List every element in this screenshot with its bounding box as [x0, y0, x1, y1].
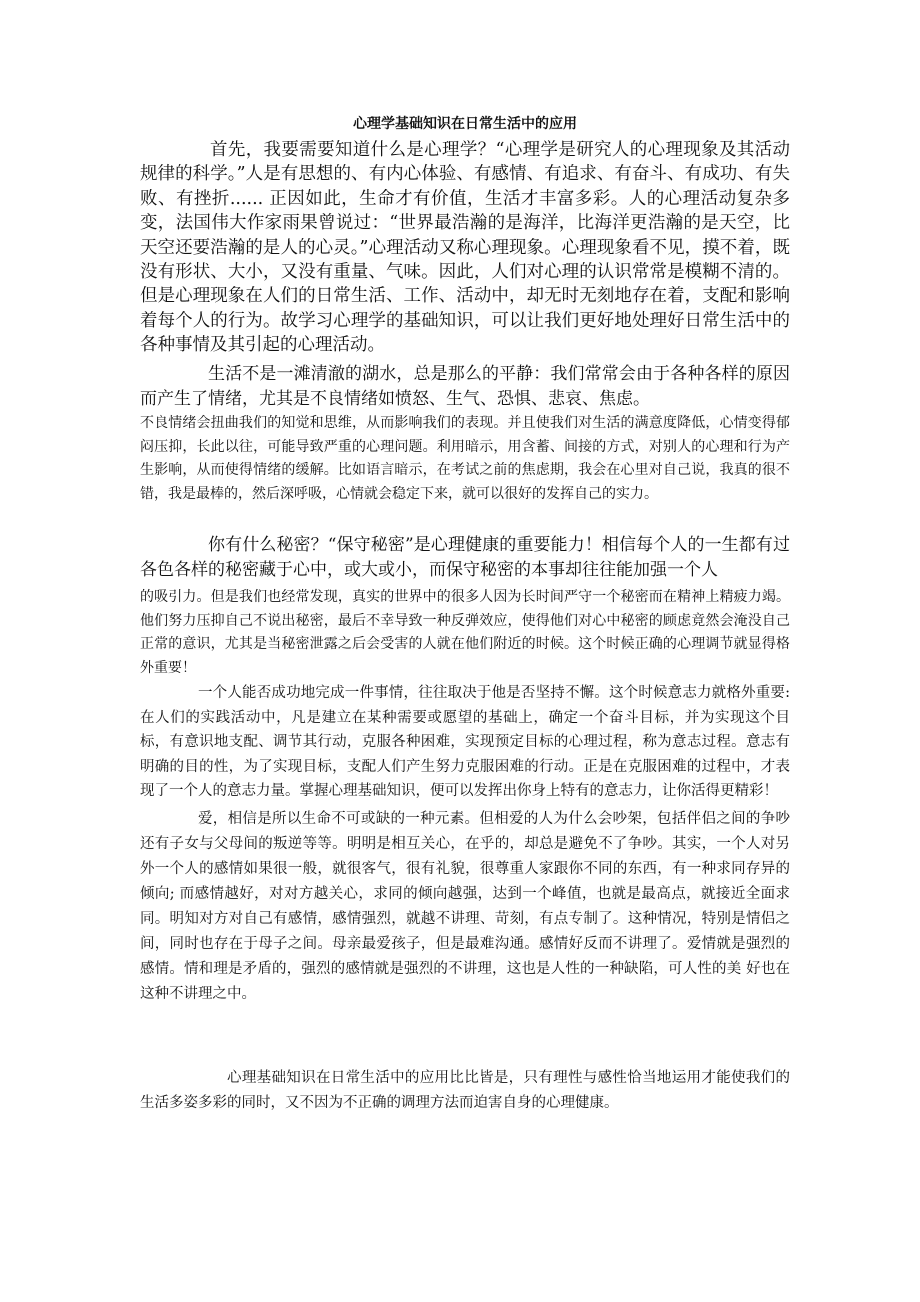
paragraph-emotions-body: 不良情绪会扭曲我们的知觉和思维，从而影响我们的表现。并且使我们对生活的满意度降低，心情变得郁闷压抑，长此以往，可能导致严重的心理问题。利用暗示，用含蓄、间接的方式，对别人的心理和行为产生影响，从而使得情绪的缓解。比如语言暗示，在考试之前的焦虑期，我会在心里对自己说，我真的很不错，我是最棒的，然后深呼吸，心情就会稳定下来，就可以很好的发挥自己的实力。 — [140, 415, 790, 502]
document-title: 心理学基础知识在日常生活中的应用 — [353, 116, 577, 132]
paragraph-secrets-intro: 你有什么秘密？“保守秘密”是心理健康的重要能力！相信每个人的一生都有过各色各样的秘密藏于心中，或大或小，而保守秘密的本事却往往能加强一个人 — [140, 535, 790, 580]
paragraph-conclusion: 心理基础知识在日常生活中的应用比比皆是，只有理性与感性恰当地运用才能使我们的生活多姿多彩的同时，又不因为不正确的调理方法而迫害自身的心理健康。 — [140, 1070, 790, 1111]
paragraph-love: 爱，相信是所以生命不可或缺的一种元素。但相爱的人为什么会吵架，包括伴侣之间的争吵还有子女与父母间的叛逆等等。明明是相互关心，在乎的，却总是避免不了争吵。其实，一个人对另外一个人的感情如果很一般，就很客气，很有礼貌，很尊重人家跟你不同的东西，有一种求同存异的倾向; 而感情越好，对对方越关心，求同的倾向越强，达到一个峰值，也就是最高点，就接近全面求同。明知对方对自己有感情，感情强烈，就越不讲理、苛刻，有点专制了。这种情况，特别是情侣之间，同时也存在于母子之间。母亲最爱孩子，但是最难沟通。感情好反而不讲理了。爱情就是强烈的感情。情和理是矛盾的，强烈的感情就是强烈的不讲理，这也是人性的一种缺陷，可人性的美 好也在这种不讲理之中。 — [140, 811, 790, 1002]
paragraph-secrets-body: 的吸引力。但是我们也经常发现，真实的世界中的很多人因为长时间严守一个秘密而在精神上精疲力竭。他们努力压抑自己不说出秘密，最后不幸导致一种反弹效应，使得他们对心中秘密的顾虑竟然会淹没自己正常的意识，尤其是当秘密泄露之后会受害的人就在他们附近的时候。这个时候正确的心理调节就显得格外重要！ — [140, 589, 790, 676]
paragraph-psychology-definition: 首先，我要需要知道什么是心理学？“心理学是研究人的心理现象及其活动规律的科学。”人是有思想的、有内心体验、有感情、有追求、有奋斗、有成功、有失败、有挫折...... 正因如此，生命才有价值，生活才丰富多彩。人的心理活动复杂多变，法国伟大作家雨果曾说过：“世界最浩瀚的是海洋，比海洋更浩瀚的是天空，比天空还要浩瀚的是人的心灵。”心理活动又称心理现象。心理现象看不见，摸不着，既没有形状、大小，又没有重量、气味。因此，人们对心理的认识常常是模糊不清的。但是心理现象在人们的日常生活、工作、活动中，却无时无刻地存在着，支配和影响着每个人的行为。故学习心理学的基础知识，可以让我们更好地处理好日常生活中的各种事情及其引起的心理活动。 — [140, 140, 790, 356]
paragraph-willpower: 一个人能否成功地完成一件事情，往往取决于他是否坚持不懈。这个时候意志力就格外重要: 在人们的实践活动中，凡是建立在某种需要或愿望的基础上，确定一个奋斗目标，并为实现这个目标，有意识地支配、调节其行动，克服各种困难，实现预定目标的心理过程，称为意志过程。意志有明确的目的性，为了实现目标，支配人们产生努力克服困难的行动。正是在克服困难的过程中，才表现了一个人的意志力量。掌握心理基础知识，便可以发挥出你身上特有的意志力，让你活得更精彩！ — [140, 685, 790, 799]
document-page — [140, 0, 790, 1302]
paragraph-emotions-intro: 生活不是一滩清澈的湖水，总是那么的平静：我们常常会由于各种各样的原因而产生了情绪，尤其是不良情绪如愤怒、生气、恐惧、悲哀、焦虑。 — [140, 364, 790, 409]
